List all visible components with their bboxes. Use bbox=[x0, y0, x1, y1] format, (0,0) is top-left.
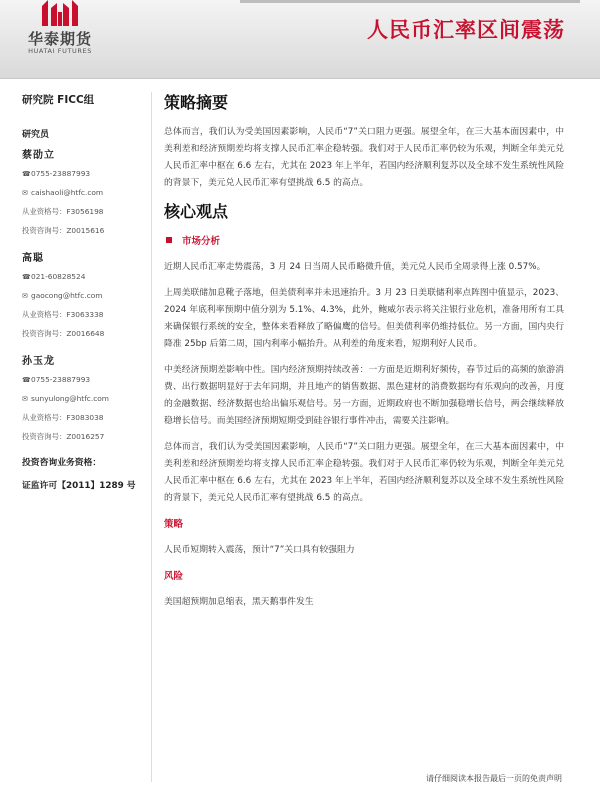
market-paragraph: 中美经济预期差影响中性。国内经济预期持续改善：一方面是近期利好频传，春节过后的高频的旅游消费、出行数据明显好于去年同期，并且地产的销售数据、黑色建材的消费数据均有乐观向的改善，月度的金融数据、经济数据也给出偏乐观信号。另一方面，近期政府也不断加强稳增长信号，两会继续释放稳增长信号。而美国经济预期短期受到硅谷银行事件冲击，需要关注影响。 bbox=[164, 365, 564, 426]
market-paragraph: 近期人民币汇率走势震荡，3 月 24 日当周人民币略微升值，美元兑人民币全周录得上涨 0.57%。 bbox=[164, 262, 546, 272]
strategy-text: 人民币短期转入震荡，预计“7”关口具有较强阻力 bbox=[164, 545, 355, 555]
logo-mark-icon bbox=[40, 0, 80, 26]
analyst-card bbox=[22, 146, 147, 244]
company-logo bbox=[20, 0, 100, 62]
analyst-name: 孙玉龙 bbox=[22, 356, 55, 367]
summary-title: 策略摘要 bbox=[164, 93, 229, 112]
phone-icon: ☎ bbox=[22, 170, 31, 178]
license-label: 投资咨询业务资格： bbox=[22, 458, 102, 468]
analyst-qualification: 从业资格号：F3083038 bbox=[22, 413, 104, 422]
market-paragraph: 上周美联储加息靴子落地，但美债利率并未迅速抬升。3 月 23 日美联储利率点阵图中值显示，2023、2024 年底利率预期中值分别为 5.1%、4.3%，此外，鲍威尔表示将关注银行业危机，准备用所有工具来确保银行系统的安全，整体来看释放了略偏鹰的信号。但美债利率仍维持低位。另一方面，国内央行降准 25bp 后第二周，国内利率小幅抬升。从利差的角度来看，短期利好人民币。 bbox=[164, 288, 564, 349]
analyst-email[interactable]: ✉ sunyulong@htfc.com bbox=[22, 394, 109, 403]
email-icon: ✉ bbox=[22, 292, 28, 300]
core-views-title: 核心观点 bbox=[164, 202, 229, 221]
analyst-card bbox=[22, 352, 147, 450]
report-body bbox=[164, 92, 564, 620]
risk-label: 风险 bbox=[164, 571, 184, 582]
license-value: 证监许可【2011】1289 号 bbox=[22, 481, 136, 491]
column-divider bbox=[151, 92, 152, 782]
department-label: 研究院 FICC组 bbox=[22, 94, 95, 106]
strategy-label: 策略 bbox=[164, 519, 184, 530]
analyst-name: 高聪 bbox=[22, 253, 44, 264]
analyst-investment-id: 投资咨询号：Z0016648 bbox=[22, 329, 105, 338]
analyst-qualification: 从业资格号：F3063338 bbox=[22, 310, 104, 319]
analyst-name: 蔡劭立 bbox=[22, 150, 55, 161]
square-bullet-icon bbox=[166, 237, 172, 243]
analyst-email[interactable]: ✉ caishaoli@htfc.com bbox=[22, 188, 104, 197]
email-icon: ✉ bbox=[22, 189, 28, 197]
analyst-qualification: 从业资格号：F3056198 bbox=[22, 207, 104, 216]
analyst-investment-id: 投资咨询号：Z0015616 bbox=[22, 226, 105, 235]
researcher-label: 研究员 bbox=[22, 130, 50, 140]
header-top-strip bbox=[240, 0, 580, 3]
analyst-phone: ☎0755-23887993 bbox=[22, 375, 91, 384]
email-icon: ✉ bbox=[22, 395, 28, 403]
summary-paragraph: 总体而言，我们认为受美国因素影响，人民币“7”关口阻力更强。展望全年，在三大基本面因素中，中美利差和经济预期差均将支撑人民币汇率企稳转强。我们对于人民币汇率仍较为乐观，判断全年美元兑人民币汇率中枢在 6.6 左右，尤其在 2023 年上半年，若国内经济顺利复苏以及全球不发生系统性风险的背景下，美元兑人民币汇率有望挑战 6.5 的高点。 bbox=[164, 127, 564, 188]
analyst-email[interactable]: ✉ gaocong@htfc.com bbox=[22, 291, 103, 300]
market-analysis-heading: 市场分析 bbox=[166, 233, 564, 247]
logo-chinese-text: 华泰期货 bbox=[27, 30, 92, 48]
disclaimer-footer: 请仔细阅读本报告最后一页的免责声明 bbox=[426, 774, 562, 783]
logo-english-text: HUATAI FUTURES bbox=[28, 47, 92, 55]
analyst-investment-id: 投资咨询号：Z0016257 bbox=[22, 432, 105, 441]
risk-text: 美国超预期加息缩表，黑天鹅事件发生 bbox=[164, 597, 314, 607]
analyst-card bbox=[22, 249, 147, 347]
phone-icon: ☎ bbox=[22, 273, 31, 281]
author-sidebar bbox=[22, 92, 147, 491]
analyst-phone: ☎0755-23887993 bbox=[22, 169, 91, 178]
market-paragraph: 总体而言，我们认为受美国因素影响，人民币“7”关口阻力更强。展望全年，在三大基本面因素中，中美利差和经济预期差均将支撑人民币汇率企稳转强。我们对于人民币汇率仍较为乐观，判断全年美元兑人民币汇率中枢在 6.6 左右，尤其在 2023 年上半年，若国内经济顺利复苏以及全球不发生系统性风险的背景下，美元兑人民币汇率有望挑战 6.5 的高点。 bbox=[164, 442, 564, 503]
phone-icon: ☎ bbox=[22, 376, 31, 384]
report-header bbox=[0, 0, 600, 79]
report-title: 人民币汇率区间震荡 bbox=[367, 18, 565, 42]
analyst-phone: ☎021-60828524 bbox=[22, 272, 86, 281]
